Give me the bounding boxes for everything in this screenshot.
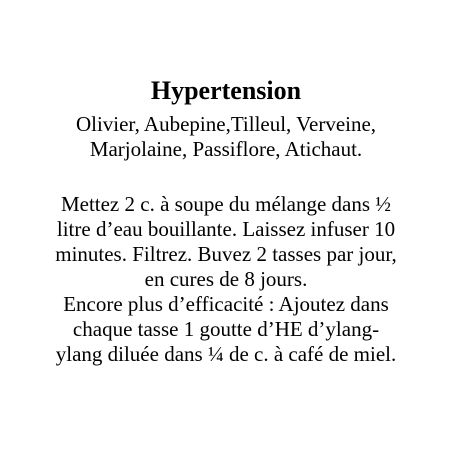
instructions-line-2: litre d’eau bouillante. Laissez infuser 10 [56,217,396,241]
instructions-line-3: minutes. Filtrez. Buvez 2 tasses par jour, [55,242,397,266]
recipe-title: Hypertension [150,76,302,105]
instructions-line-7: ylang diluée dans ¼ de c. à café de miel. [55,342,397,366]
instructions-line-4: en cures de 8 jours. [144,267,308,291]
ingredients-line-1: Olivier, Aubepine,Tilleul, Verveine, [75,112,377,136]
instructions-line-1: Mettez 2 c. à soupe du mélange dans ½ [60,192,392,216]
instructions-line-5: Encore plus d’efficacité : Ajoutez dans [63,292,389,316]
ingredients-line-2: Marjolaine, Passiflore, Atichaut. [89,137,363,161]
instructions-line-6: chaque tasse 1 goutte d’HE d’ylang- [72,317,380,341]
